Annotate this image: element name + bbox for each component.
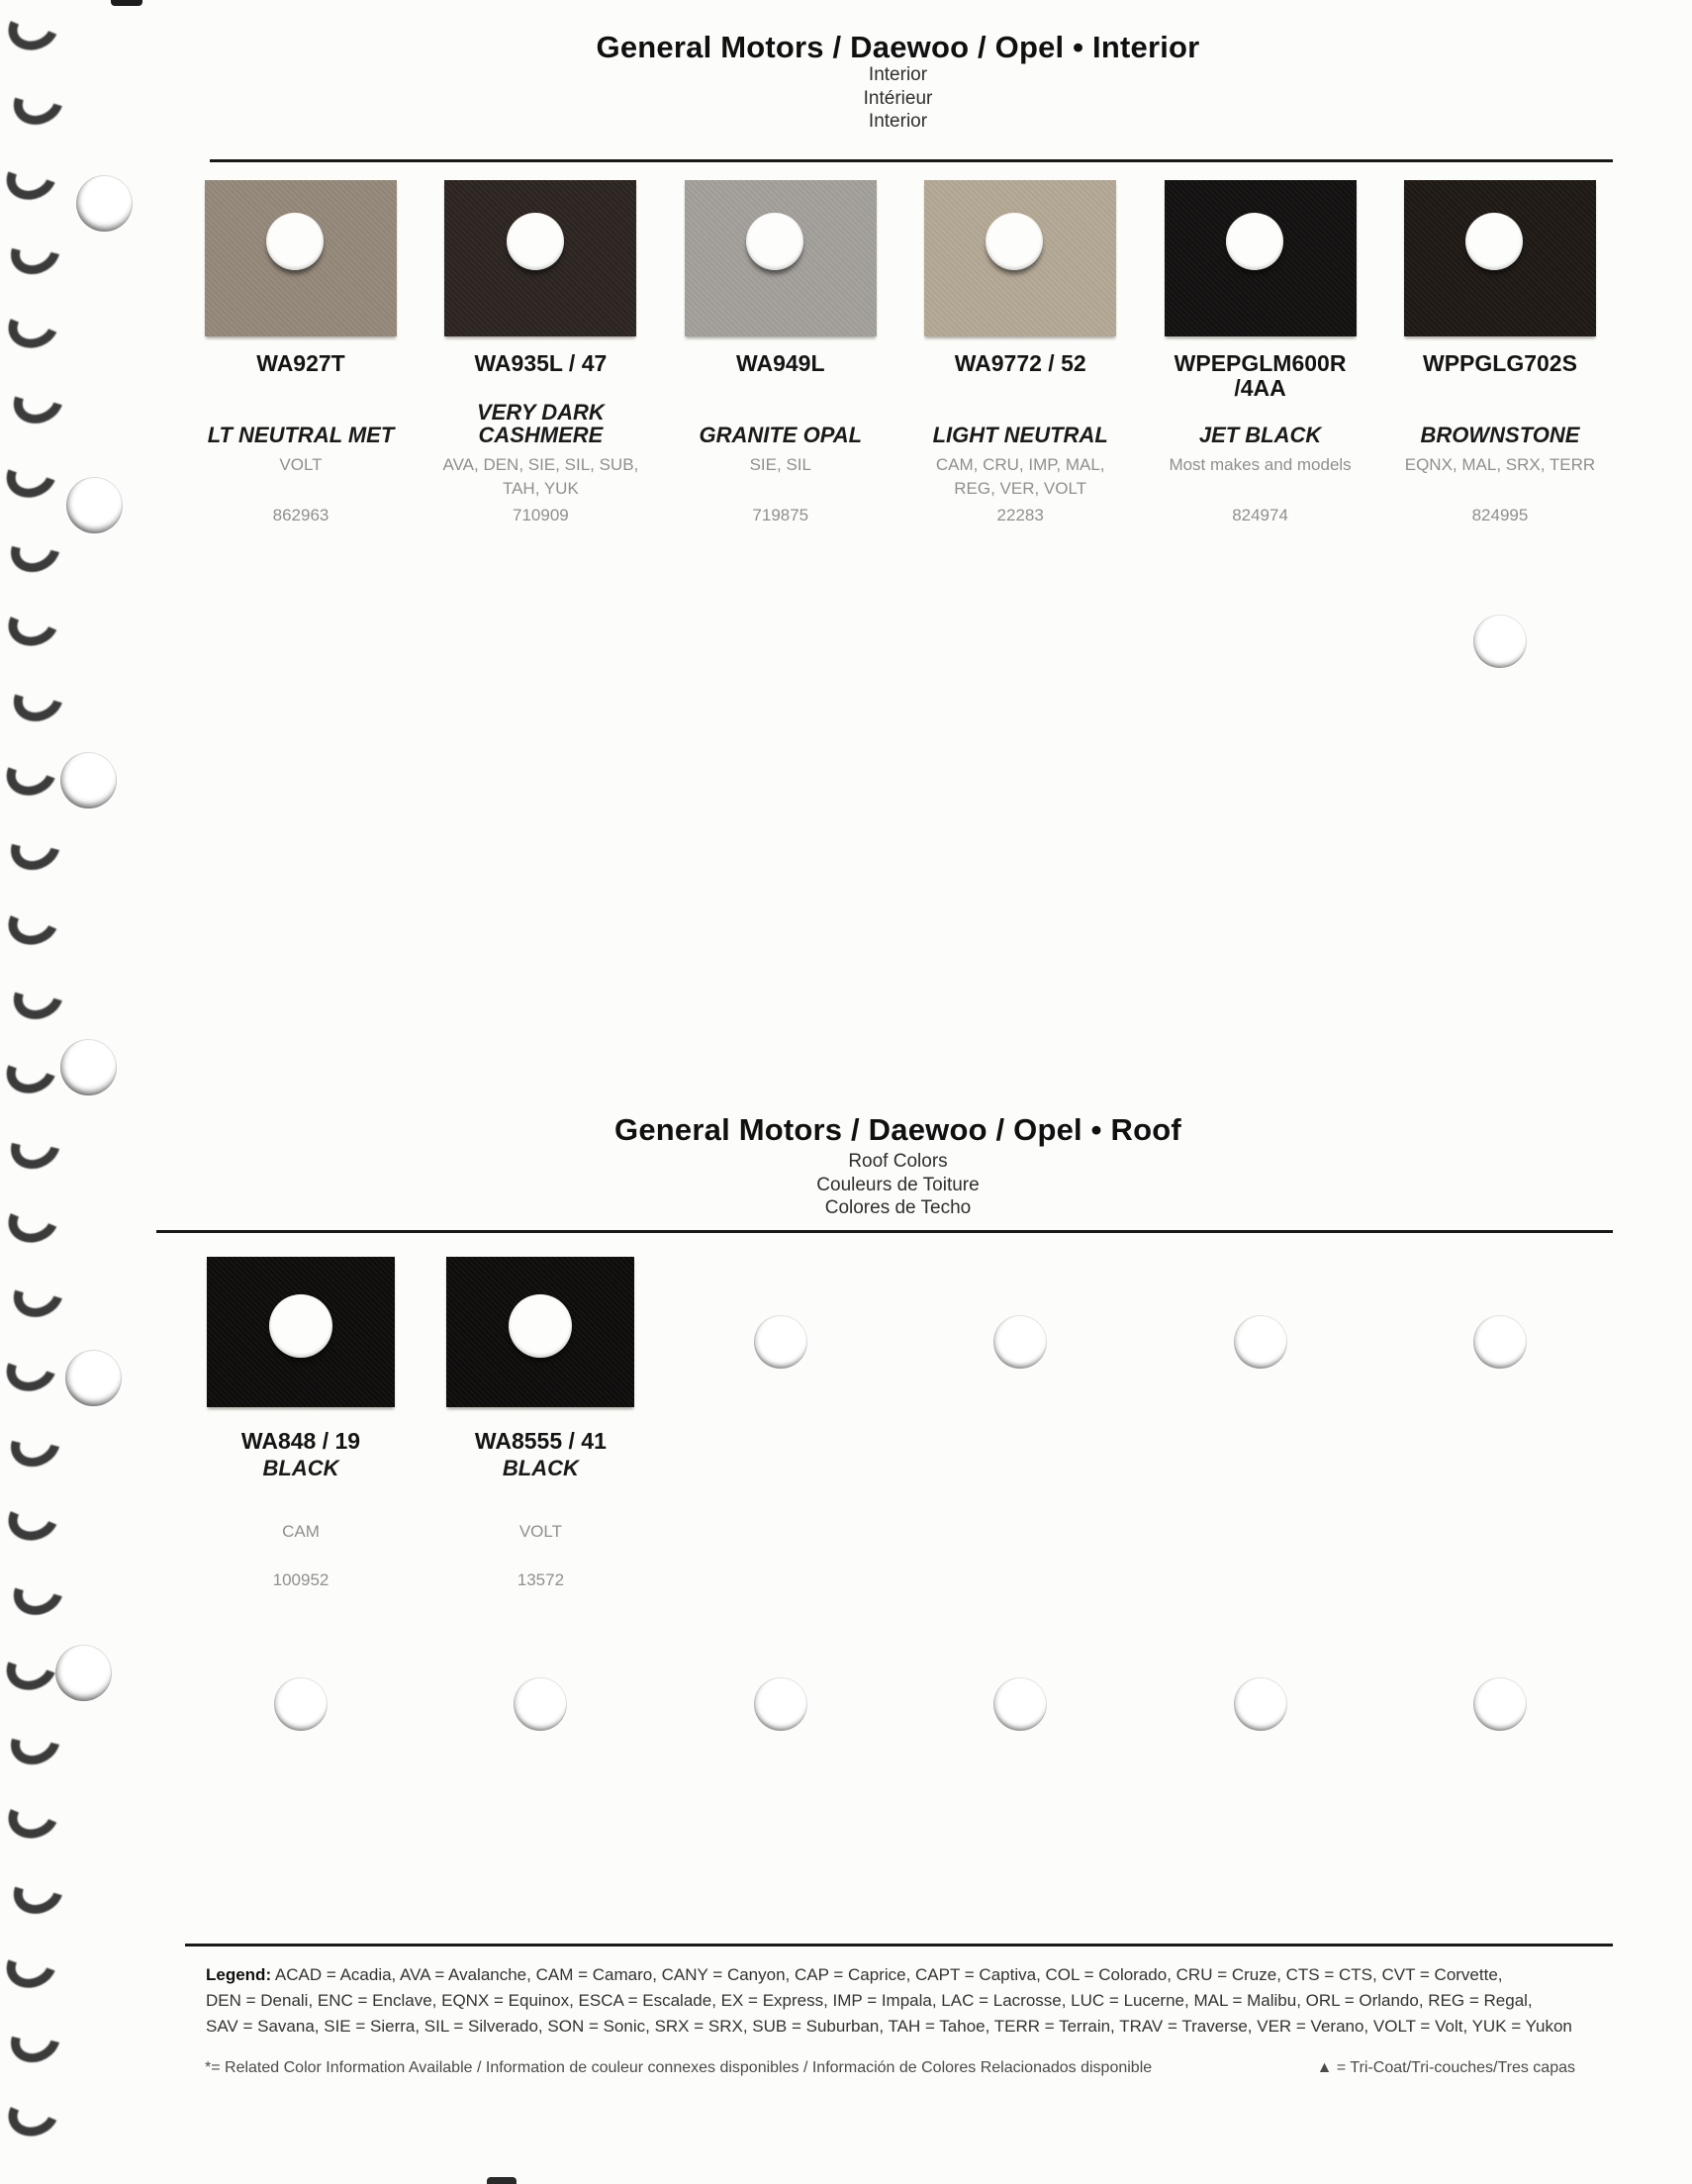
binding-tooth — [6, 667, 72, 729]
binding-tooth — [6, 1562, 72, 1624]
paint-code: WPPGLG702S — [1422, 350, 1577, 376]
subtitle-en: Interior — [868, 64, 928, 85]
binding-tooth — [2, 1113, 68, 1177]
paint-chip — [685, 180, 877, 336]
paint-code: WA9772 / 52 — [954, 350, 1086, 376]
paint-chip — [205, 180, 397, 336]
binding-tooth — [2, 2084, 66, 2143]
divider-rule — [156, 1230, 1613, 1233]
binding-tooth — [0, 1338, 64, 1399]
binding-tooth — [2, 2008, 68, 2071]
binding-tooth — [2, 0, 66, 57]
legend-line: SAV = Savana, SIE = Sierra, SIL = Silverado, SON = Sonic, SRX = SRX, SUB = Suburban, TAH = Tahoe, TERR = Terrain, TRAV = Traverse, VER = Verano, VOLT = Volt, YUK = Yukon — [206, 2017, 1572, 2036]
swatch-card — [427, 1257, 653, 1590]
vehicle-codes: VOLT — [518, 1521, 562, 1541]
paint-name: LIGHT NEUTRAL — [932, 423, 1108, 447]
paint-code: WPEPGLM600R /4AA — [1174, 350, 1347, 401]
binding-tooth — [0, 444, 64, 506]
binding-tooth — [2, 296, 66, 355]
page-edge-mark — [487, 2177, 517, 2184]
section-subtitles — [183, 1150, 1613, 1220]
vehicle-codes: VOLT — [279, 455, 323, 474]
stock-number: 22283 — [996, 506, 1044, 524]
binding-tooth — [0, 1935, 64, 1996]
subtitle-en: Roof Colors — [848, 1151, 948, 1172]
empty-chip-hole — [1473, 615, 1527, 668]
empty-chip-hole — [993, 1677, 1047, 1731]
swatch-card — [188, 180, 414, 525]
binding-tooth — [6, 1263, 72, 1325]
stock-number: 100952 — [272, 1570, 329, 1589]
swatch-card-empty — [1387, 1257, 1613, 1590]
swatch-card — [1387, 180, 1613, 525]
chip-punch-hole — [507, 213, 564, 270]
binding-tooth — [0, 1040, 64, 1101]
binding-tooth — [2, 1786, 66, 1846]
binding-tooth — [0, 146, 64, 208]
binding-tooth — [2, 220, 68, 283]
binding-tooth — [2, 1710, 68, 1773]
binder-hole — [60, 1039, 117, 1095]
chip-punch-hole — [986, 213, 1043, 270]
vehicle-codes: Most makes and models — [1169, 455, 1352, 474]
swatch-card-empty — [1148, 1257, 1373, 1590]
page-edge-mark — [111, 0, 142, 6]
binding-tooth — [6, 965, 72, 1027]
tricoat-note: ▲ = Tri-Coat/Tri-couches/Tres capas — [1316, 2059, 1575, 2076]
divider-rule — [210, 159, 1613, 162]
binding-tooth — [6, 1859, 72, 1922]
paint-name: VERY DARK CASHMERE — [477, 400, 605, 447]
footnote — [205, 2059, 1575, 2077]
binding-tooth — [2, 1190, 66, 1250]
vehicle-codes: CAM, CRU, IMP, MAL, REG, VER, VOLT — [935, 455, 1105, 498]
swatch-card-empty — [668, 1257, 893, 1590]
swatch-card — [188, 1257, 414, 1590]
paint-name: GRANITE OPAL — [699, 423, 863, 447]
empty-chip-hole — [993, 1315, 1047, 1369]
stock-number: 13572 — [517, 1570, 565, 1589]
paint-name: BLACK — [502, 1455, 579, 1480]
swatch-card — [668, 180, 893, 525]
vehicle-codes: EQNX, MAL, SRX, TERR — [1404, 455, 1596, 474]
subtitle-fr: Couleurs de Toiture — [816, 1174, 980, 1195]
binder-hole — [66, 477, 123, 533]
paint-name: LT NEUTRAL MET — [207, 423, 395, 447]
stock-number: 710909 — [513, 506, 569, 524]
binding-tooth — [6, 2157, 72, 2184]
empty-chip-hole — [1473, 1677, 1527, 1731]
binding-tooth — [0, 742, 64, 804]
comb-binding — [0, 0, 69, 2184]
paint-chip — [1165, 180, 1357, 336]
paint-code: WA8555 / 41 — [474, 1428, 607, 1454]
paint-chip — [207, 1257, 395, 1407]
paint-name: BLACK — [262, 1455, 339, 1480]
stock-number: 824995 — [1471, 506, 1529, 524]
paint-chip — [1404, 180, 1596, 336]
subtitle-es: Interior — [868, 111, 928, 132]
paint-name: BROWNSTONE — [1420, 423, 1580, 447]
empty-chip-hole — [514, 1677, 567, 1731]
vehicle-codes: SIE, SIL — [749, 455, 811, 474]
binding-tooth — [0, 1637, 64, 1698]
empty-chip-hole — [1234, 1315, 1287, 1369]
subtitle-fr: Intérieur — [863, 87, 933, 109]
section-title: General Motors / Daewoo / Opel • Roof — [614, 1112, 1181, 1147]
roof-swatch-row — [188, 1257, 1613, 1590]
subtitle-es: Colores de Techo — [824, 1197, 972, 1218]
chip-punch-hole — [266, 213, 324, 270]
section-subtitles — [183, 63, 1613, 134]
swatch-card — [907, 180, 1133, 525]
paint-code: WA927T — [256, 350, 345, 376]
paint-code: WA949L — [736, 350, 825, 376]
chip-punch-hole — [1465, 213, 1523, 270]
vehicle-codes: AVA, DEN, SIE, SIL, SUB, TAH, YUK — [442, 455, 639, 498]
paint-code: WA848 / 19 — [240, 1428, 361, 1454]
paint-code: WA935L / 47 — [474, 350, 608, 376]
swatch-card-empty — [907, 1257, 1133, 1590]
section-title: General Motors / Daewoo / Opel • Interior — [596, 30, 1200, 64]
swatch-card — [1148, 180, 1373, 525]
interior-swatch-row — [188, 180, 1613, 525]
binding-tooth — [2, 815, 68, 879]
binder-hole — [60, 752, 117, 808]
empty-chip-hole — [274, 1677, 328, 1731]
chip-punch-hole — [1226, 213, 1283, 270]
vehicle-codes: CAM — [282, 1521, 320, 1541]
binding-tooth — [2, 1411, 68, 1474]
binder-hole — [76, 175, 133, 232]
binding-tooth — [2, 1488, 66, 1548]
binder-hole — [65, 1350, 122, 1406]
legend-line: Legend: ACAD = Acadia, AVA = Avalanche, CAM = Camaro, CANY = Canyon, CAP = Caprice, CAPT = Captiva, COL = Colorado, CRU = Cruze, CTS = CTS, CVT = Corvette, — [206, 1965, 1503, 1984]
empty-chip-hole — [1473, 1315, 1527, 1369]
stock-number: 824974 — [1232, 506, 1288, 524]
binding-tooth — [6, 71, 72, 134]
legend-label: Legend: — [206, 1965, 272, 1984]
chip-punch-hole — [746, 213, 803, 270]
stock-number: 719875 — [752, 506, 809, 524]
binder-hole — [55, 1645, 112, 1701]
chip-punch-hole — [509, 1294, 572, 1358]
empty-chip-hole — [1234, 1677, 1287, 1731]
related-color-note: *= Related Color Information Available / Information de couleur connexes disponibles / Información de Colores Relacionados disponible — [205, 2059, 1153, 2076]
binding-tooth — [2, 594, 66, 653]
empty-chip-hole — [754, 1677, 807, 1731]
legend-line: DEN = Denali, ENC = Enclave, EQNX = Equinox, ESCA = Escalade, EX = Express, IMP = Impala, LAC = Lacrosse, LUC = Lucerne, MAL = Malibu, ORL = Orlando, REG = Regal, — [206, 1991, 1533, 2010]
binding-tooth — [2, 518, 68, 581]
paint-chip — [924, 180, 1116, 336]
paint-chip — [444, 180, 636, 336]
paint-name: JET BLACK — [1198, 423, 1322, 447]
legend — [206, 1962, 1593, 2040]
empty-chip-hole — [754, 1315, 807, 1369]
binding-tooth — [6, 369, 72, 431]
binding-tooth — [2, 892, 66, 951]
divider-rule — [185, 1944, 1613, 1947]
chip-punch-hole — [269, 1294, 332, 1358]
stock-number: 862963 — [272, 506, 329, 524]
paint-chip — [446, 1257, 634, 1407]
swatch-card — [427, 180, 653, 525]
